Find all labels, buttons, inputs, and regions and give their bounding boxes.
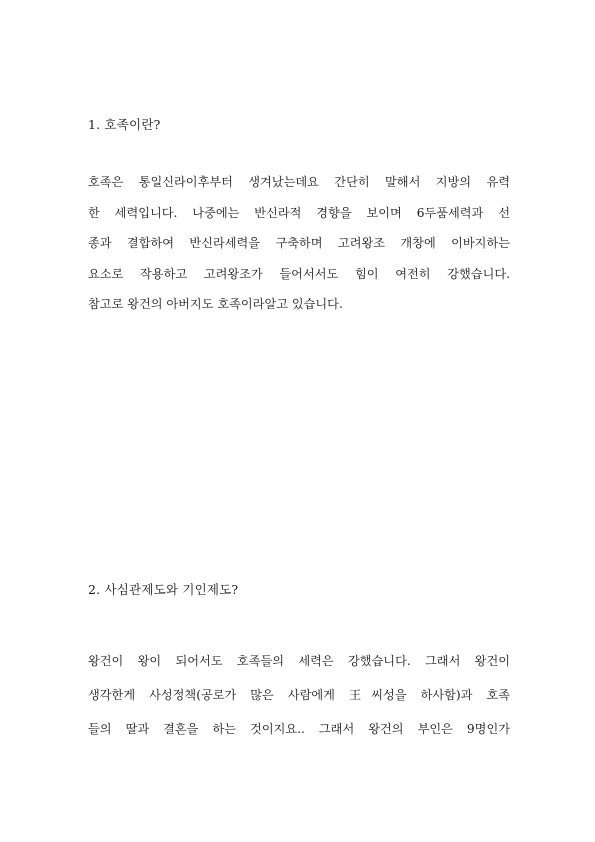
section-1-paragraph xyxy=(88,173,510,326)
paragraph-line: 참고로 왕건의 아버지도 호족이라알고 있습니다. xyxy=(88,297,343,311)
section-2-paragraph xyxy=(88,652,510,754)
paragraph-line: 한 세력입니다. 나중에는 반신라적 경향을 보이며 6두품세력과 선 xyxy=(88,205,510,220)
paragraph-line: 종과 결합하여 반신라세력을 구축하며 고려왕조 개창에 이바지하는 xyxy=(88,236,510,250)
paragraph-line: 생각한게 사성정책(공로가 많은 사람에게 王씨성을 하사함)과 호족 xyxy=(88,688,510,702)
section-2-heading: 2. 사심관제도와 기인제도? xyxy=(88,582,239,597)
paragraph-line: 들의 딸과 결혼을 하는 것이지요.. 그래서 왕건의 부인은 9명인가 xyxy=(88,722,510,736)
paragraph-line: 왕건이 왕이 되어서도 호족들의 세력은 강했습니다. 그래서 왕건이 xyxy=(88,654,510,668)
paragraph-line: 요소로 작용하고 고려왕조가 들어서서도 힘이 여전히 강했습니다. xyxy=(88,266,510,281)
paragraph-line: 호족은 통일신라이후부터 생겨났는데요 간단히 말해서 지방의 유력 xyxy=(88,175,510,189)
section-1-heading: 1. 호족이란? xyxy=(88,117,161,132)
